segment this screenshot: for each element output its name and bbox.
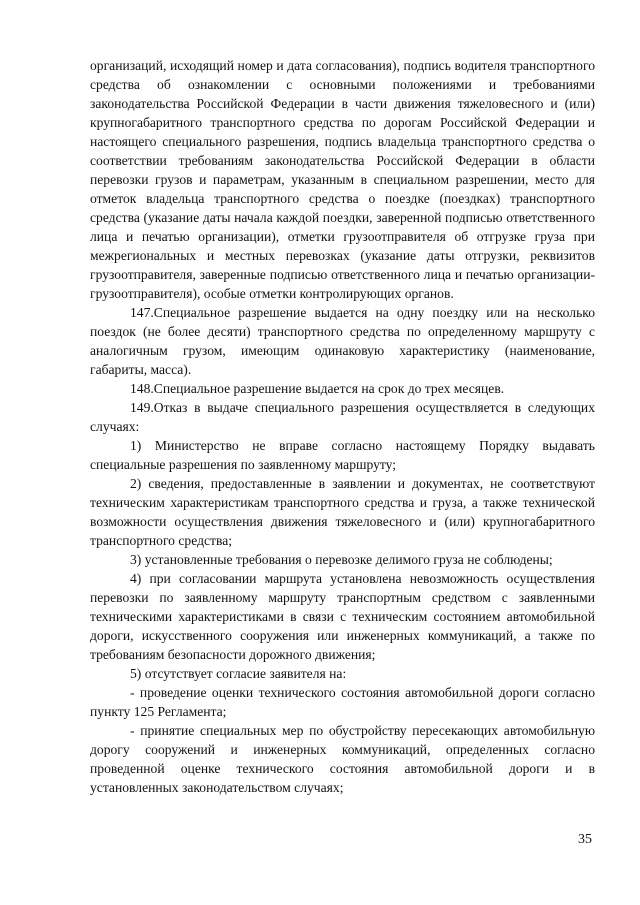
list-item-5: 5) отсутствует согласие заявителя на: — [130, 666, 347, 681]
document-body — [90, 56, 595, 797]
paragraph-149: 149.Отказ в выдаче специального разрешения осуществляется в следующих случаях: — [90, 400, 595, 434]
list-item-1: 1) Министерство не вправе согласно настоящему Порядку выдавать специальные разрешения по заявленному маршруту; — [90, 438, 595, 472]
list-item-3: 3) установленные требования о перевозке делимого груза не соблюдены; — [130, 552, 553, 567]
paragraph-148: 148.Специальное разрешение выдается на срок до трех месяцев. — [130, 381, 505, 396]
paragraph-continuation: организаций, исходящий номер и дата согласования), подпись водителя транспортного средства об ознакомлении с основными положениями и требованиями законодательства Российской Федерации в части движения тяжеловесного и (или) крупногабаритного транспортного средства по дорогам Российской Федерации и настоящего специального разрешения, подпись владельца транспортного средства о соответствии требованиям законодательства Российской Федерации в области перевозки грузов и параметрам, указанным в специальном разрешении, место для отметок владельца транспортного средства о поездке (поездках) транспортного средства (указание даты начала каждой поездки, заверенной подписью ответственного лица и печатью организации), отметки грузоотправителя об отгрузке груза при межрегиональных и местных перевозках (указание даты отгрузки, реквизитов грузоотправителя, заверенные подписью ответственного лица и печатью организации-грузоотправителя), особые отметки контролирующих органов. — [90, 58, 595, 301]
list-item-2: 2) сведения, предоставленные в заявлении и документах, не соответствуют техническим характеристикам транспортного средства и груза, а также технической возможности осуществления движения тяжеловесного и (или) крупногабаритного транспортного средства; — [90, 476, 595, 548]
sub-item-special-measures: - принятие специальных мер по обустройству пересекающих автомобильную дорогу сооружений и инженерных коммуникаций, определенных согласно проведенной оценке технического состояния автомобильной дороги и в установленных законодательством случаях; — [90, 723, 595, 795]
list-item-4: 4) при согласовании маршрута установлена невозможность осуществления перевозки по заявленному маршруту транспортным средством с заявленными техническими характеристиками в связи с техническим состоянием автомобильной дороги, искусственного сооружения или инженерных коммуникаций, а также по требованиям безопасности дорожного движения; — [90, 571, 595, 662]
paragraph-147: 147.Специальное разрешение выдается на одну поездку или на несколько поездок (не более десяти) транспортного средства по определенному маршруту с аналогичным грузом, имеющим одинаковую характеристику (наименование, габариты, масса). — [90, 305, 595, 377]
sub-item-assessment: - проведение оценки технического состояния автомобильной дороги согласно пункту 125 Регламента; — [90, 685, 595, 719]
page-number: 35 — [578, 832, 592, 847]
